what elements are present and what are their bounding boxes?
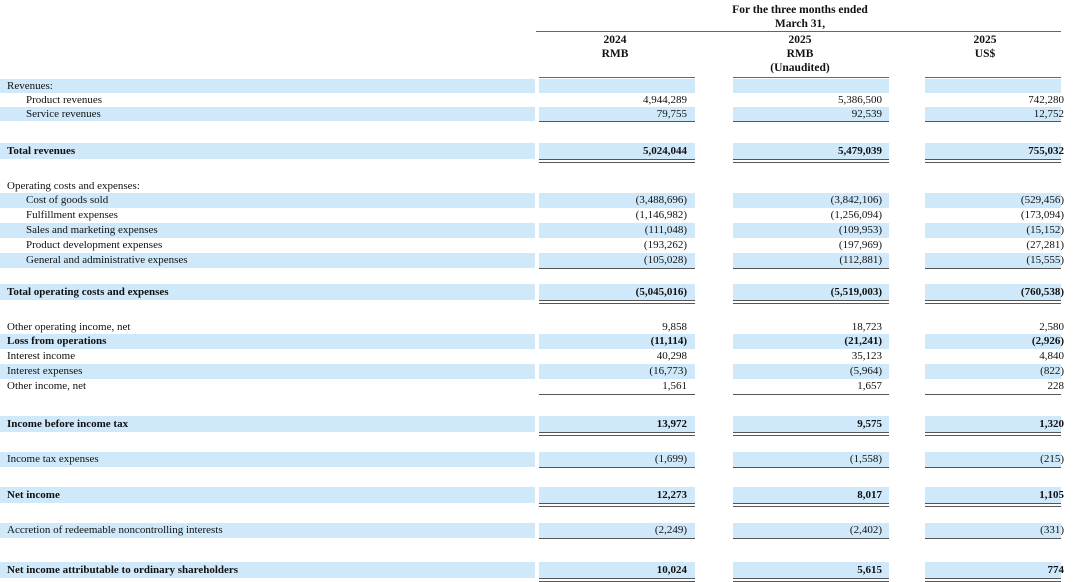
value-col3: (215) — [1040, 453, 1064, 465]
row-label: Interest income — [7, 350, 76, 362]
double-underline — [539, 432, 695, 433]
double-underline — [733, 303, 889, 304]
value-col2: 92,539 — [851, 108, 882, 120]
value-col1: 10,024 — [656, 564, 687, 576]
row-interest-income — [0, 349, 1080, 364]
value-col1: (2,249) — [654, 524, 687, 536]
double-underline — [733, 162, 889, 163]
value-col3: 1,320 — [1039, 418, 1064, 430]
value-col3: 12,752 — [1033, 108, 1064, 120]
double-underline — [925, 303, 1061, 304]
col1-currency: RMB — [601, 48, 629, 60]
row-shading — [733, 79, 889, 93]
header-rule-col3 — [925, 77, 1061, 78]
row-label: Income before income tax — [7, 418, 129, 430]
value-col1: 13,972 — [656, 418, 687, 430]
double-underline — [539, 303, 695, 304]
single-underline — [539, 394, 695, 395]
row-label: Fulfillment expenses — [26, 209, 118, 221]
value-col3: (27,281) — [1026, 239, 1064, 251]
double-underline — [539, 159, 695, 160]
value-col2: 35,123 — [851, 350, 882, 362]
value-col3: (15,152) — [1026, 224, 1064, 236]
period-title-line1: For the three months ended — [732, 4, 868, 16]
row-label: Product revenues — [26, 94, 103, 106]
row-general-and-administrative-expenses — [0, 253, 1080, 268]
row-label: General and administrative expenses — [26, 254, 188, 266]
value-col3: 742,280 — [1028, 94, 1064, 106]
double-underline — [539, 578, 695, 579]
value-col2: (197,969) — [838, 239, 882, 251]
value-col1: (1,699) — [654, 453, 687, 465]
single-underline — [539, 538, 695, 539]
value-col1: (11,114) — [650, 335, 687, 347]
single-underline — [733, 467, 889, 468]
row-shading — [0, 143, 535, 159]
row-label: Loss from operations — [7, 335, 107, 347]
period-title — [700, 3, 900, 31]
row-cost-of-goods-sold — [0, 193, 1080, 208]
value-col2: 1,657 — [857, 380, 882, 392]
row-revenues — [0, 79, 1080, 93]
double-underline — [539, 435, 695, 436]
double-underline — [733, 435, 889, 436]
row-label: Other operating income, net — [7, 321, 131, 333]
row-label: Interest expenses — [7, 365, 83, 377]
single-underline — [925, 538, 1061, 539]
row-net-income-attributable-to-ordinary-shareholders — [0, 562, 1080, 578]
double-underline — [733, 578, 889, 579]
double-underline — [925, 159, 1061, 160]
value-col2: (5,519,003) — [830, 286, 882, 298]
single-underline — [925, 268, 1061, 269]
row-label: Service revenues — [26, 108, 101, 120]
value-col2: (21,241) — [844, 335, 882, 347]
value-col3: (760,538) — [1020, 286, 1064, 298]
value-col2: 5,615 — [857, 564, 882, 576]
row-total-operating-costs-and-expenses — [0, 284, 1080, 300]
period-title-line2: March 31, — [774, 18, 826, 30]
row-label: Income tax expenses — [7, 453, 99, 465]
value-col1: (193,262) — [643, 239, 687, 251]
row-label: Product development expenses — [26, 239, 163, 251]
double-underline — [925, 300, 1061, 301]
value-col3: (529,456) — [1020, 194, 1064, 206]
value-col1: (111,048) — [644, 224, 687, 236]
value-col2: (1,256,094) — [830, 209, 882, 221]
single-underline — [733, 121, 889, 122]
period-title-rule — [536, 31, 1061, 32]
row-operating-costs-and-expenses — [0, 179, 1080, 193]
col2-note: (Unaudited) — [770, 62, 830, 74]
row-sales-and-marketing-expenses — [0, 223, 1080, 238]
value-col2: (112,881) — [839, 254, 882, 266]
row-income-tax-expenses — [0, 452, 1080, 467]
col2-header — [745, 33, 855, 75]
value-col1: (5,045,016) — [635, 286, 687, 298]
col3-currency: US$ — [974, 48, 996, 60]
header-rule-col1 — [539, 77, 695, 78]
col3-year: 2025 — [973, 34, 997, 46]
row-label: Other income, net — [7, 380, 87, 392]
row-product-revenues — [0, 93, 1080, 107]
value-col1: 1,561 — [662, 380, 687, 392]
row-label: Revenues: — [7, 80, 53, 92]
single-underline — [539, 467, 695, 468]
double-underline — [733, 432, 889, 433]
row-label: Cost of goods sold — [26, 194, 109, 206]
value-col3: (173,094) — [1020, 209, 1064, 221]
row-net-income — [0, 487, 1080, 503]
value-col1: (105,028) — [643, 254, 687, 266]
row-total-revenues — [0, 143, 1080, 159]
double-underline — [539, 503, 695, 504]
value-col2: 9,575 — [857, 418, 882, 430]
row-label: Operating costs and expenses: — [7, 180, 140, 192]
double-underline — [733, 159, 889, 160]
single-underline — [925, 467, 1061, 468]
row-shading — [0, 487, 535, 503]
value-col1: (16,773) — [649, 365, 687, 377]
value-col1: 79,755 — [656, 108, 687, 120]
single-underline — [539, 268, 695, 269]
col2-currency: RMB — [786, 48, 814, 60]
col1-header — [560, 33, 670, 61]
value-col3: 1,105 — [1039, 489, 1064, 501]
double-underline — [925, 432, 1061, 433]
value-col1: 5,024,044 — [643, 145, 687, 157]
value-col3: (15,555) — [1026, 254, 1064, 266]
double-underline — [925, 162, 1061, 163]
row-label: Sales and marketing expenses — [26, 224, 158, 236]
row-loss-from-operations — [0, 334, 1080, 349]
double-underline — [539, 506, 695, 507]
value-col2: 5,479,039 — [838, 145, 882, 157]
row-service-revenues — [0, 107, 1080, 121]
row-label: Total revenues — [7, 145, 76, 157]
row-shading — [539, 79, 695, 93]
col2-year: 2025 — [788, 34, 812, 46]
row-label: Accretion of redeemable noncontrolling interests — [7, 524, 223, 536]
double-underline — [539, 162, 695, 163]
value-col2: (2,402) — [849, 524, 882, 536]
double-underline — [539, 300, 695, 301]
value-col2: 18,723 — [851, 321, 882, 333]
row-label: Total operating costs and expenses — [7, 286, 169, 298]
row-income-before-income-tax — [0, 416, 1080, 432]
value-col3: 2,580 — [1039, 321, 1064, 333]
value-col3: 755,032 — [1028, 145, 1064, 157]
single-underline — [733, 268, 889, 269]
row-accretion-of-redeemable-noncontrolling-interests — [0, 523, 1080, 538]
value-col3: (331) — [1040, 524, 1064, 536]
header-rule-col2 — [733, 77, 889, 78]
row-label: Net income — [7, 489, 60, 501]
row-interest-expenses — [0, 364, 1080, 379]
value-col1: 9,858 — [662, 321, 687, 333]
single-underline — [925, 121, 1061, 122]
row-shading — [925, 562, 1061, 578]
double-underline — [925, 503, 1061, 504]
value-col1: (3,488,696) — [635, 194, 687, 206]
double-underline — [733, 503, 889, 504]
value-col2: (109,953) — [838, 224, 882, 236]
double-underline — [925, 435, 1061, 436]
value-col3: (822) — [1040, 365, 1064, 377]
single-underline — [925, 394, 1061, 395]
value-col3: (2,926) — [1031, 335, 1064, 347]
double-underline — [925, 506, 1061, 507]
row-shading — [0, 79, 535, 93]
double-underline — [925, 578, 1061, 579]
single-underline — [539, 121, 695, 122]
value-col2: (1,558) — [849, 453, 882, 465]
value-col1: 12,273 — [656, 489, 687, 501]
value-col2: 5,386,500 — [838, 94, 882, 106]
value-col2: (5,964) — [849, 365, 882, 377]
row-product-development-expenses — [0, 238, 1080, 253]
value-col1: (1,146,982) — [635, 209, 687, 221]
double-underline — [733, 506, 889, 507]
value-col3: 228 — [1047, 380, 1064, 392]
single-underline — [733, 538, 889, 539]
value-col1: 40,298 — [656, 350, 687, 362]
row-other-operating-income-net — [0, 320, 1080, 334]
value-col3: 774 — [1047, 564, 1064, 576]
row-fulfillment-expenses — [0, 208, 1080, 223]
row-shading — [925, 79, 1061, 93]
value-col2: 8,017 — [857, 489, 882, 501]
col3-header — [930, 33, 1040, 61]
value-col3: 4,840 — [1039, 350, 1064, 362]
single-underline — [733, 394, 889, 395]
value-col2: (3,842,106) — [830, 194, 882, 206]
col1-year: 2024 — [603, 34, 627, 46]
value-col1: 4,944,289 — [643, 94, 687, 106]
double-underline — [733, 300, 889, 301]
row-other-income-net — [0, 379, 1080, 394]
row-label: Net income attributable to ordinary shareholders — [7, 564, 239, 576]
